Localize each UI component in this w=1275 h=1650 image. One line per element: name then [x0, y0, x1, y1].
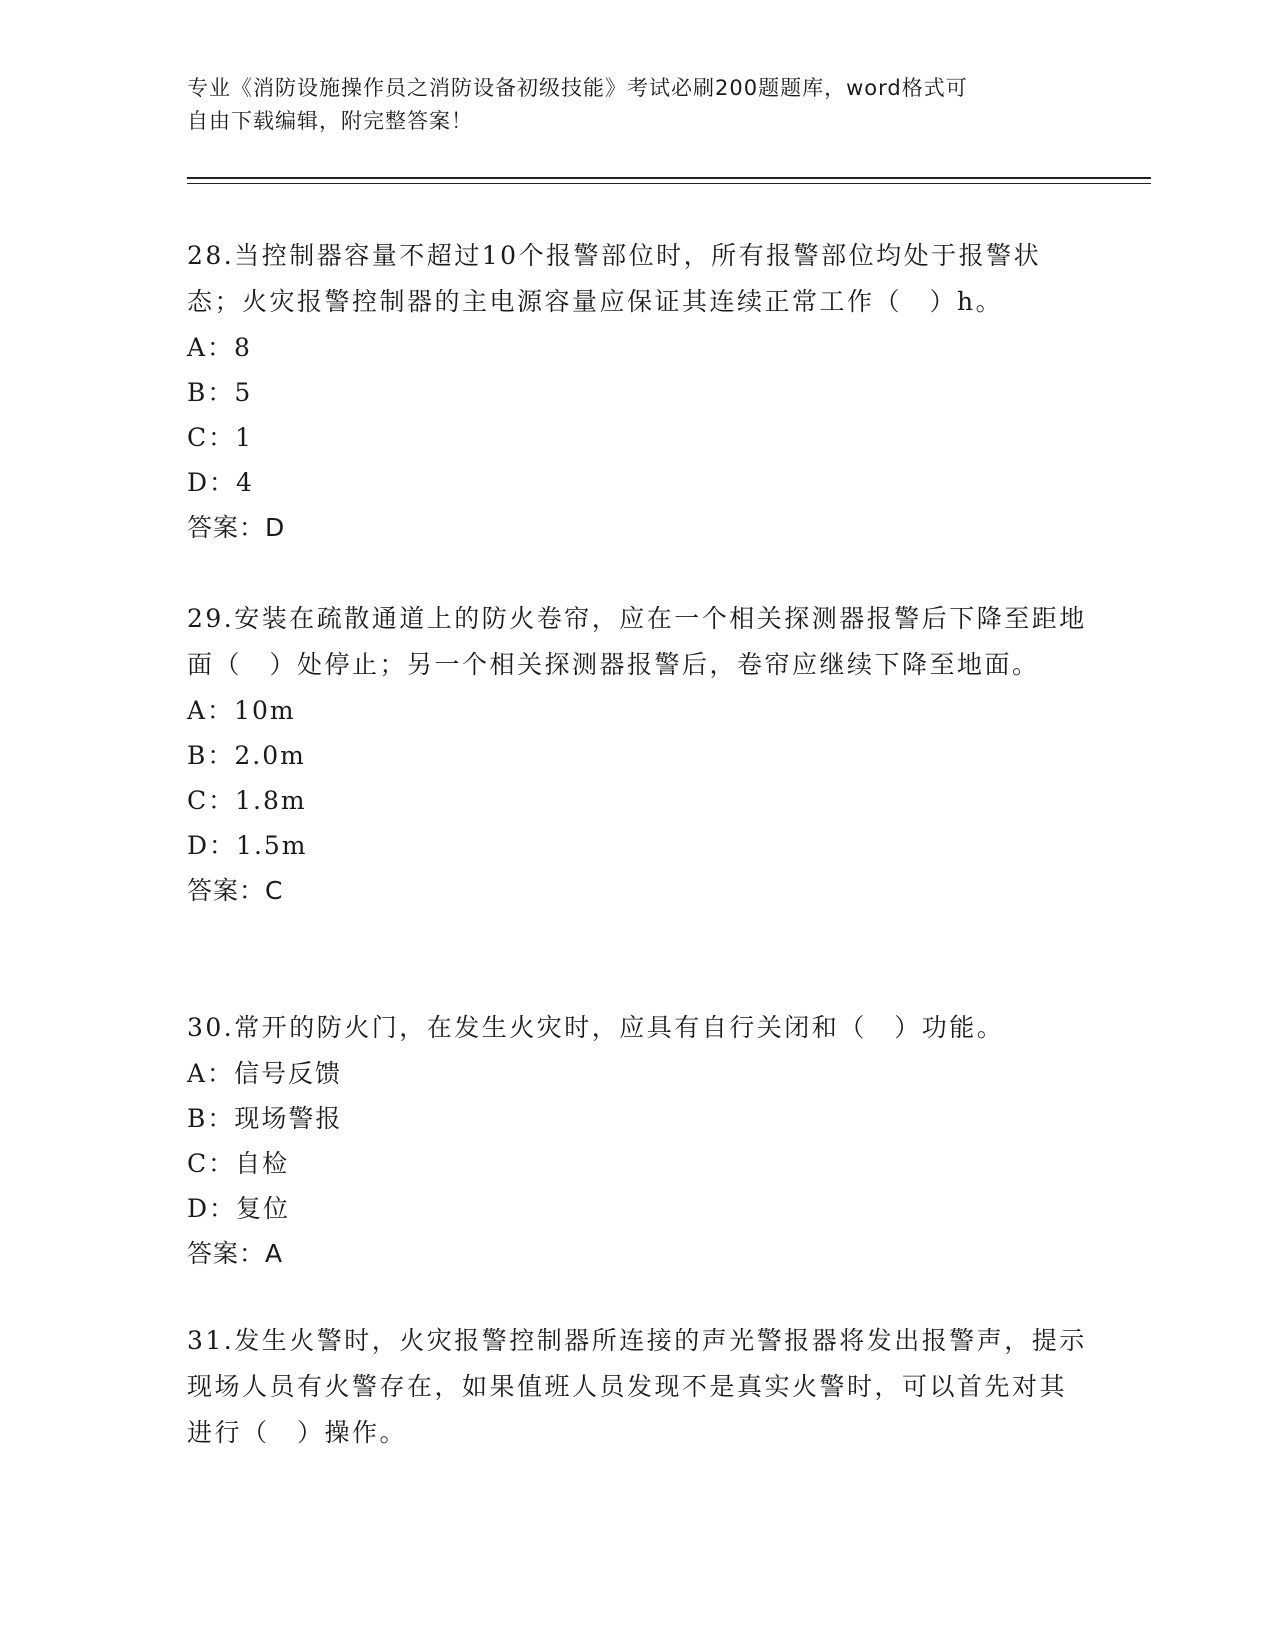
question-stem: 30.常开的防火门，在发生火灾时，应具有自行关闭和（ ）功能。 — [187, 1013, 1005, 1042]
option-c: C：自检 — [187, 1149, 290, 1178]
header-divider-thin — [187, 183, 1151, 184]
option-d: D：4 — [187, 468, 254, 497]
question-stem: 29.安装在疏散通道上的防火卷帘，应在一个相关探测器报警后下降至距地面（ ）处停止；另一个相关探测器报警后，卷帘应继续下降至地面。 — [187, 604, 1087, 679]
option-a: A：8 — [187, 333, 252, 362]
question-stem: 31.发生火警时，火灾报警控制器所连接的声光警报器将发出报警声，提示现场人员有火警存在，如果值班人员发现不是真实火警时，可以首先对其进行（ ）操作。 — [187, 1326, 1087, 1447]
header-line-2: 自由下载编辑，附完整答案！ — [187, 109, 473, 133]
option-a: A：信号反馈 — [187, 1059, 343, 1088]
header-line-1: 专业《消防设施操作员之消防设备初级技能》考试必刷200题题库，word格式可 — [187, 76, 968, 100]
question-29 — [187, 596, 1087, 914]
question-30 — [187, 1005, 1087, 1277]
answer-line: 答案：C — [187, 876, 284, 905]
option-b: B：5 — [187, 378, 253, 407]
option-c: C：1.8m — [187, 786, 307, 815]
option-b: B：现场警报 — [187, 1104, 343, 1133]
answer-line: 答案：D — [187, 513, 286, 542]
header-divider-thick — [187, 177, 1151, 179]
question-stem: 28.当控制器容量不超过10个报警部位时，所有报警部位均处于报警状态；火灾报警控制器的主电源容量应保证其连续正常工作（ ）h。 — [187, 241, 1042, 316]
option-b: B：2.0m — [187, 741, 306, 770]
answer-line: 答案：A — [187, 1239, 284, 1268]
option-a: A：10m — [187, 696, 296, 725]
question-28 — [187, 233, 1087, 551]
document-header — [187, 72, 1087, 138]
option-d: D：1.5m — [187, 831, 308, 860]
option-d: D：复位 — [187, 1194, 291, 1223]
option-c: C：1 — [187, 423, 254, 452]
question-31 — [187, 1318, 1087, 1456]
